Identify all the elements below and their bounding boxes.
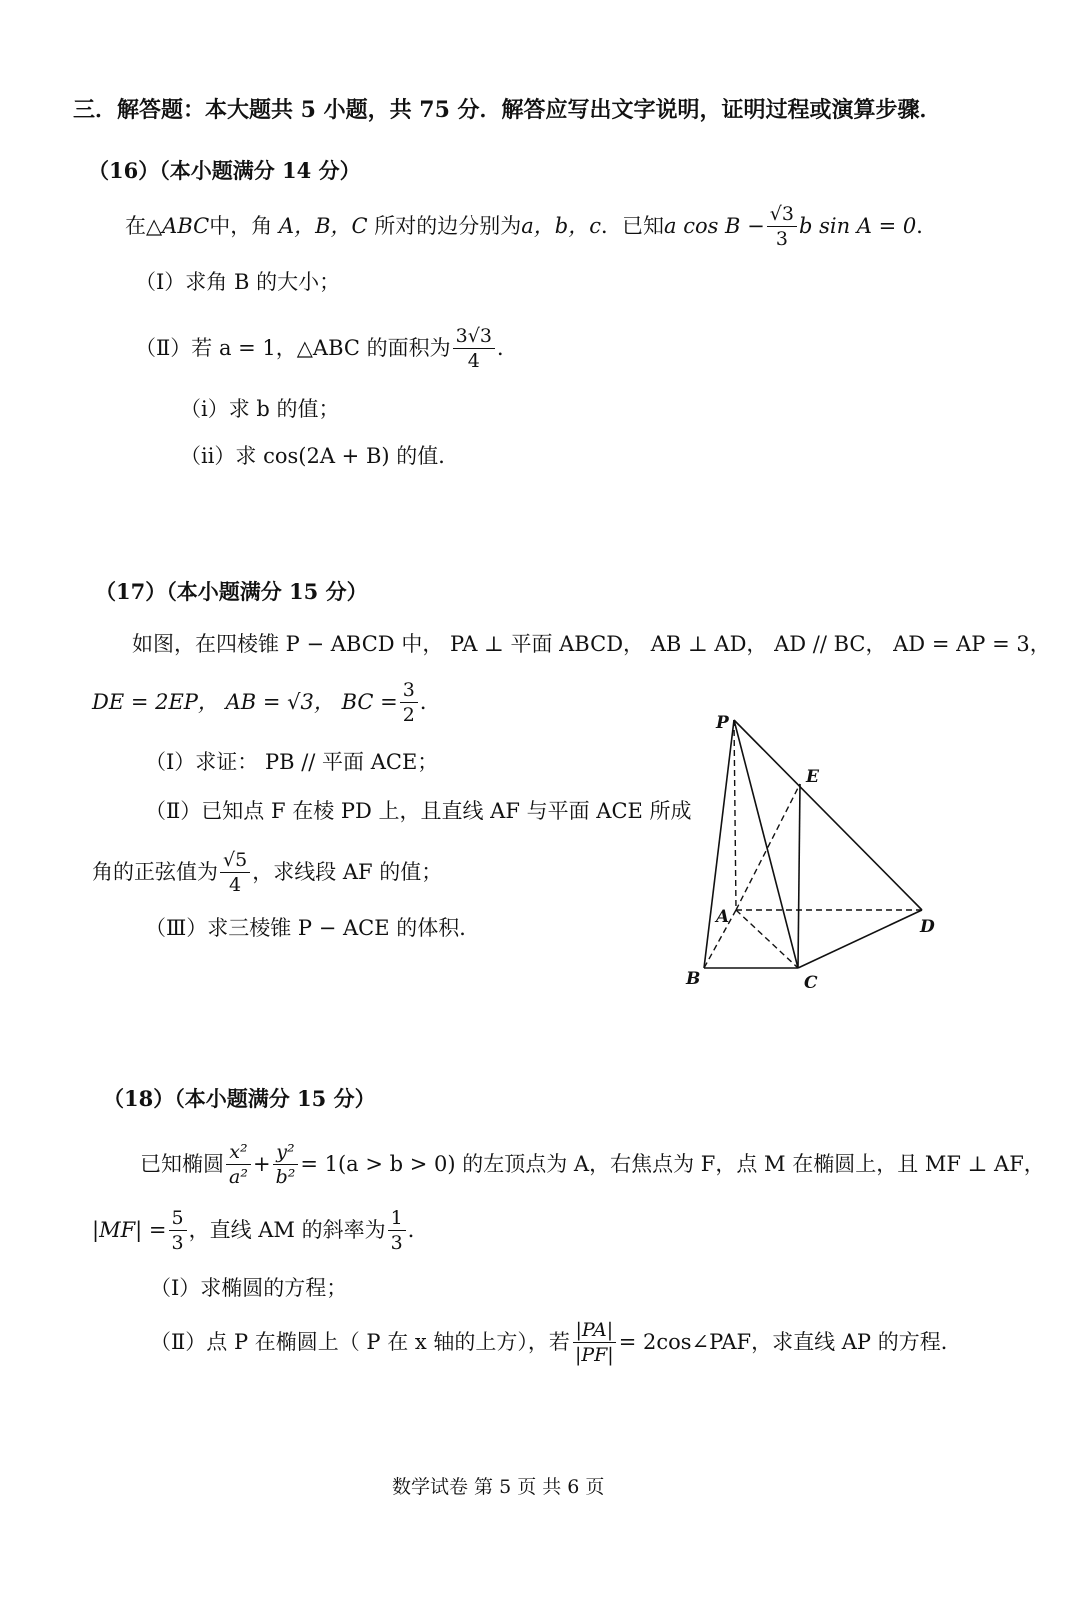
- q16-frac-den: 3: [775, 227, 788, 250]
- q16-header: [88, 157, 361, 185]
- q16-part2-end: ．: [496, 336, 518, 360]
- q18-k-den: 3: [390, 1231, 403, 1254]
- q18-x-num: x²: [226, 1140, 250, 1165]
- q17-part2-line2: [92, 842, 442, 902]
- q16-number: （16）: [88, 158, 160, 183]
- q16-frac-num: √3: [767, 202, 797, 227]
- label-p: P: [716, 713, 729, 733]
- section-title: 三．解答题：本大题共 5 小题，共 75 分．解答应写出文字说明，证明过程或演算步骤．: [73, 97, 942, 123]
- q18-k-fraction: [388, 1206, 406, 1255]
- q17-header: [95, 578, 368, 606]
- q16-part2-a: （Ⅱ）若 a = 1，△ABC 的面积为: [135, 336, 451, 360]
- q16-stem-vars: A，B，C: [278, 214, 368, 238]
- q17-stem2-end: ．: [419, 690, 441, 714]
- q17-part1: （Ⅰ）求证： PB // 平面 ACE；: [145, 750, 439, 774]
- q16-eq-end: ．: [916, 214, 938, 238]
- q18-pf-den: |PF|: [574, 1343, 614, 1366]
- q17-points: （本小题满分 15 分）: [166, 579, 368, 604]
- edge-pa: [734, 720, 736, 910]
- q18-points: （本小题满分 15 分）: [174, 1086, 376, 1111]
- q17-bc-fraction: [400, 678, 418, 727]
- q17-part2-c: ，求线段 AF 的值；: [252, 860, 443, 884]
- q16-stem-d: ．已知: [601, 214, 664, 238]
- q16-eq-right: b sin A = 0: [798, 214, 917, 238]
- q18-mf-end: ．: [407, 1218, 429, 1242]
- q16-fraction: [767, 202, 797, 251]
- page-footer: 数学试卷 第 5 页 共 6 页: [392, 1476, 605, 1498]
- edge-ac: [736, 910, 798, 968]
- q16-area-fraction: [453, 324, 495, 373]
- q17-part3: （Ⅲ）求三棱锥 P − ACE 的体积．: [145, 916, 481, 940]
- q18-mf-fraction: [169, 1206, 187, 1255]
- q18-ratio-fraction: [572, 1318, 617, 1367]
- q16-stem: [125, 196, 937, 256]
- q17-bc-den: 2: [402, 703, 415, 726]
- pyramid-figure: [680, 700, 950, 1000]
- label-d: D: [920, 917, 935, 937]
- q18-y-den: b²: [275, 1165, 296, 1188]
- q17-number: （17）: [95, 579, 167, 604]
- q18-x-fraction: [226, 1140, 251, 1189]
- q18-mf-line: [92, 1200, 429, 1260]
- q18-stem: [140, 1133, 1045, 1195]
- label-c: C: [804, 973, 818, 993]
- label-e: E: [806, 767, 819, 787]
- q18-header: [103, 1085, 376, 1113]
- q16-sub1: （ⅰ）求 b 的值；: [180, 397, 340, 421]
- q17-sin-fraction: [220, 848, 250, 897]
- q18-number: （18）: [103, 1086, 175, 1111]
- q17-bc-num: 3: [400, 678, 418, 703]
- q18-mf-b: ，直线 AM 的斜率为: [188, 1218, 386, 1242]
- edge-cd: [798, 910, 922, 968]
- q18-y-num: y²: [273, 1140, 297, 1165]
- q16-stem-b: 中，角: [209, 214, 273, 238]
- q18-part2-b: = 2cos∠PAF，求直线 AP 的方程．: [618, 1330, 962, 1354]
- q16-eq-left: a cos B −: [664, 214, 765, 238]
- q16-sub2: （ⅱ）求 cos(2A + B) 的值．: [180, 444, 460, 468]
- q16-stem-a: 在△: [125, 214, 163, 238]
- q18-mf-den: 3: [171, 1231, 184, 1254]
- q18-stem-a: 已知椭圆: [140, 1152, 224, 1176]
- q16-stem-sides: a，b，c: [521, 214, 601, 238]
- q17-part2-a: （Ⅱ）已知点 F 在棱 PD 上，且直线 AF 与平面 ACE 所成: [145, 799, 692, 823]
- q16-part2: [135, 318, 518, 378]
- q18-stem-b: = 1(a > b > 0) 的左顶点为 A，右焦点为 F，点 M 在椭圆上，且 MF ⊥ AF，: [300, 1152, 1045, 1176]
- q17-stem2: [92, 672, 441, 732]
- q18-x-den: a²: [229, 1165, 248, 1188]
- q17-stem2-a: DE = 2EP， AB = √3， BC =: [92, 690, 398, 714]
- q16-points: （本小题满分 14 分）: [159, 158, 361, 183]
- edge-pc: [734, 720, 798, 968]
- label-a: A: [716, 907, 730, 927]
- q18-mf-num: 5: [169, 1206, 187, 1231]
- q17-sin-num: √5: [220, 848, 250, 873]
- q17-part2-b: 角的正弦值为: [92, 860, 218, 884]
- q16-abc: ABC: [162, 214, 210, 238]
- edge-ae: [736, 784, 800, 910]
- q16-area-den: 4: [467, 349, 480, 372]
- q16-stem-c: 所对的边分别为: [374, 214, 522, 238]
- q17-sin-den: 4: [229, 873, 242, 896]
- q18-k-num: 1: [388, 1206, 406, 1231]
- q18-y-fraction: [273, 1140, 299, 1189]
- edge-pb: [704, 720, 734, 968]
- q18-part2: [150, 1310, 962, 1374]
- q16-part1: （Ⅰ）求角 B 的大小；: [135, 270, 341, 294]
- edge-pd: [734, 720, 922, 910]
- label-b: B: [686, 969, 701, 989]
- q18-plus: +: [252, 1152, 271, 1176]
- q16-area-num: 3√3: [453, 324, 495, 349]
- q18-part1: （Ⅰ）求椭圆的方程；: [150, 1276, 348, 1300]
- q18-part2-a: （Ⅱ）点 P 在椭圆上（ P 在 x 轴的上方），若: [150, 1330, 570, 1354]
- q18-pa-num: |PA|: [573, 1318, 617, 1343]
- q17-stem1: 如图，在四棱锥 P − ABCD 中， PA ⊥ 平面 ABCD， AB ⊥ AD， AD // BC， AD = AP = 3，: [132, 632, 1051, 656]
- q18-mf-a: |MF| =: [92, 1218, 167, 1242]
- edge-ce: [798, 784, 800, 968]
